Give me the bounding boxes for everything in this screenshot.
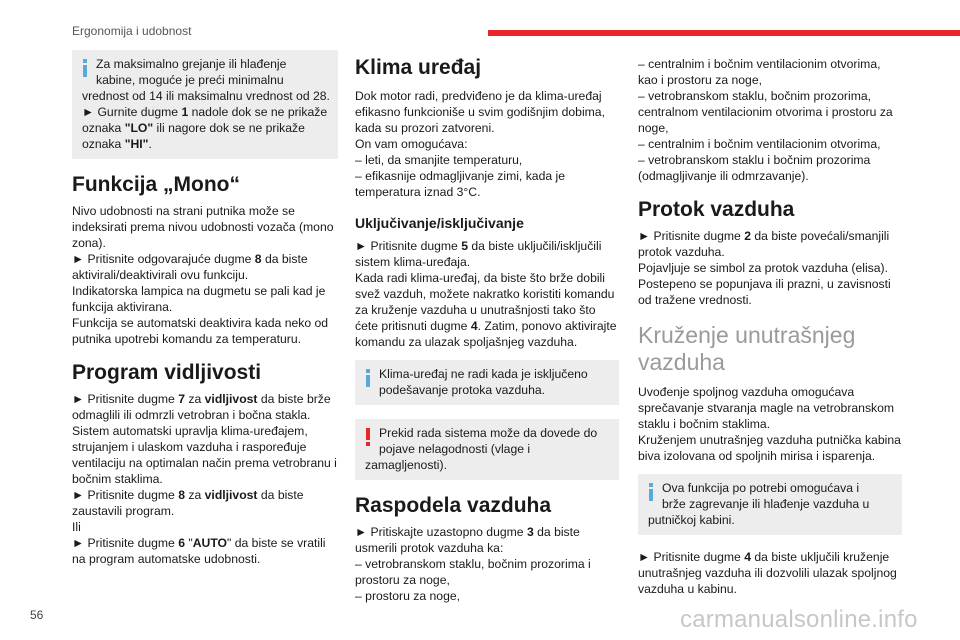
column-right: – centralnim i bočnim ventilacionim otvorima, kao i prostoru za noge, – vetrobranskom staklu, bočnim prozorima, centralnom ventilacionim otvorima i prostoru za noge, – centralnim i bočnim ventilacionim otvorima, – vetrobranskom staklu i bočnim prozorima (odmagljivanje ili odmrzavanje). Protok vazduha ► Pritisnite dugme 2 da biste povećali/smanjili protok vazduha. Pojavljuje se simbol za protok vazduha (elisa). Postepeno se popunjava ili prazni, u zavisnosti od tražene vrednosti. Kruženje unutrašnjeg vazduha Uvođenje spoljnog vazduha omogućava sprečavanje stvaranja magle na vetrobranskom staklu i bočnim staklima. Kruženjem unutrašnjeg vazduha putnička kabina biva izolovana od spoljnih mirisa i isparenja. Ova funkcija po potrebi omogućava i brže zagrevanje ili hlađenje vazduha u putničkoj kabini. ► Pritisnite dugme 4 da biste uključili kruženje unutrašnjeg vazduha ili dozvolili ulazak spoljnog vazduha u kabinu. (638, 57, 901, 596)
section-heading-mono: Funkcija „Mono“ (72, 173, 240, 196)
section-heading-onoff: Uključivanje/isključivanje (355, 215, 524, 231)
header-accent-bar (488, 30, 960, 36)
info-icon (648, 483, 654, 501)
warning-note: Prekid rada sistema može da dovede do pojave nelagodnosti (vlage i zamagljenosti). (355, 419, 619, 480)
section-heading-protok: Protok vazduha (638, 198, 795, 221)
section-heading-kruzenje: Kruženje unutrašnjeg vazduha (638, 322, 856, 375)
section-heading-raspodela: Raspodela vazduha (355, 494, 552, 517)
info-note: Za maksimalno grejanje ili hlađenje kabine, moguće je preći minimalnu vrednost od 14 ili maksimalnu vrednost od 28. ► Gurnite dugme 1 nadole dok se ne prikaže oznaka "LO" ili nagore dok se ne prikaže oznaka "HI". (72, 50, 338, 159)
info-icon (82, 59, 88, 77)
warning-icon (365, 428, 371, 446)
section-heading-visibility: Program vidljivosti (72, 361, 262, 384)
page-number: 56 (30, 608, 44, 622)
column-middle: Klima uređaj Dok motor radi, predviđeno je da klima-uređaj efikasno funkcioniše u svim godišnjim dobima, kada su prozori zatvoreni. On vam omogućava: – leti, da smanjite temperaturu, – efikasnije odmagljivanje zimi, kada je temperatura iznad 3°C. Uključivanje/isključivanje ► Pritisnite dugme 5 da biste uključili/isključili sistem klima-uređaja. Kada radi klima-uređaj, da biste što brže dobili svež vazduh, možete nakratko koristiti komandu za kruženje vazduha u unutrašnjosti tako što ćete pritisnuti dugme 4. Zatim, ponovo aktivirajte komandu za ulazak spoljašnjeg vazduha. Klima-uređaj ne radi kada je isključeno podešavanje protoka vazduha. Prekid rada sistema može da dovede do pojave nelagodnosti (vlage i zamagljenosti). Raspodela vazduha ► Pritiskajte uzastopno dugme 3 da biste usmerili protok vazduha ka: – vetrobranskom staklu, bočnim prozorima i prostoru za noge, – prostoru za noge, (355, 50, 619, 604)
info-note: Ova funkcija po potrebi omogućava i brže zagrevanje ili hlađenje vazduha u putničkoj kabini. (638, 474, 902, 535)
info-icon (365, 369, 371, 387)
page-header-title: Ergonomija i udobnost (72, 24, 192, 38)
section-heading-klima: Klima uređaj (355, 56, 482, 79)
column-left: Za maksimalno grejanje ili hlađenje kabine, moguće je preći minimalnu vrednost od 14 ili maksimalnu vrednost od 28. ► Gurnite dugme 1 nadole dok se ne prikaže oznaka "LO" ili nagore dok se ne prikaže oznaka "HI". Funkcija „Mono“ Nivo udobnosti na strani putnika može se indeksirati prema nivou udobnosti vozača (mono zona). ► Pritisnite odgovarajuće dugme 8 da biste aktivirali/deaktivirali ovu funkciju. Indikatorska lampica na dugmetu se pali kad je funkcija aktivirana. Funkcija se automatski deaktivira kada neko od putnika upotrebi komandu za temperaturu. Program vidljivosti ► Pritisnite dugme 7 za vidljivost da biste brže odmaglili ili odmrzli vetrobran i bočna stakla. Sistem automatski upravlja klima-uređajem, strujanjem i ulaskom vazduha i raspoređuje ventilaciju na optimalan način prema vetrobranu i bočnim staklima. ► Pritisnite dugme 8 za vidljivost da biste zaustavili program. Ili ► Pritisnite dugme 6 "AUTO" da biste se vratili na program automatske udobnosti. (72, 50, 338, 567)
info-note: Klima-uređaj ne radi kada je isključeno podešavanje protoka vazduha. (355, 360, 619, 405)
watermark: carmanualsonline.info (680, 606, 918, 633)
